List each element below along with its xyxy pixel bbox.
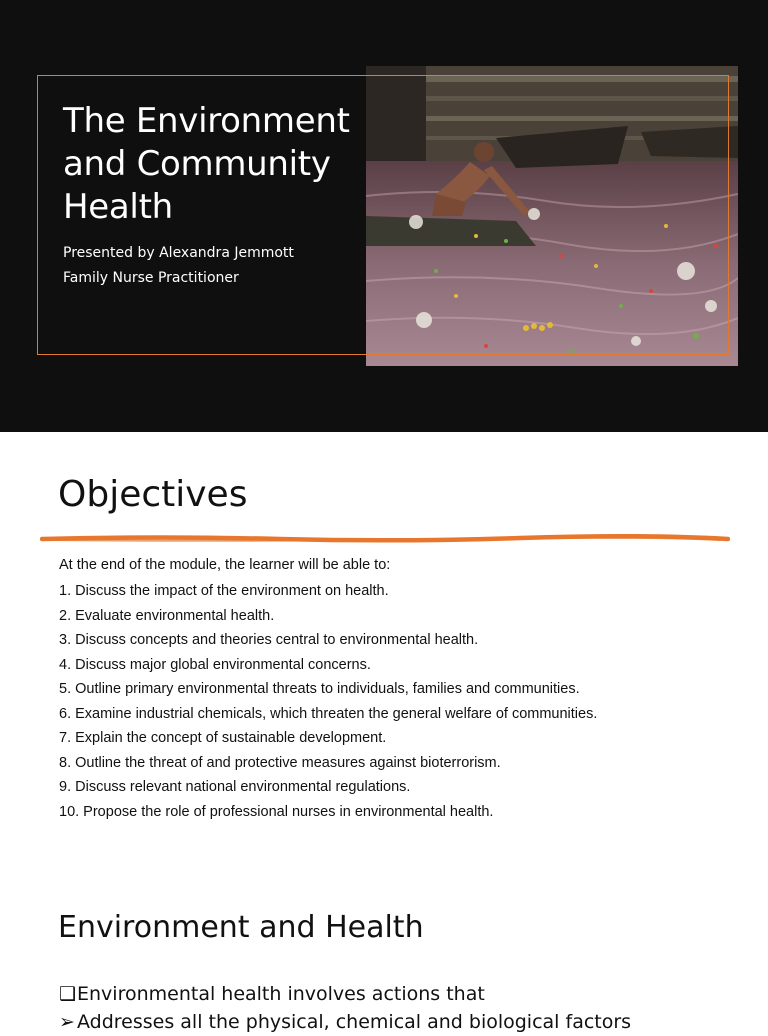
objective-item: 8. Outline the threat of and protective measures against bioterrorism. xyxy=(59,754,501,771)
environment-health-heading: Environment and Health xyxy=(58,910,424,945)
objective-item: 1. Discuss the impact of the environment on health. xyxy=(59,583,389,599)
objective-item: 3. Discuss concepts and theories central to environmental health. xyxy=(59,632,479,648)
title-slide xyxy=(0,0,768,432)
orange-underline xyxy=(40,533,730,545)
bullet-text: Environmental health involves actions that xyxy=(77,983,485,1005)
objectives-intro: At the end of the module, the learner will be able to: xyxy=(59,557,391,573)
subtitle xyxy=(63,241,353,291)
sub-bullet-item xyxy=(59,1008,631,1036)
title-block xyxy=(63,100,353,291)
box-bullet-icon: ❑ xyxy=(59,983,77,1005)
presenter-line: Presented by Alexandra Jemmott xyxy=(63,245,294,261)
objective-item: 2. Evaluate environmental health. xyxy=(59,607,275,624)
sub-bullet-text: Addresses all the physical, chemical and biological factors xyxy=(77,1011,632,1033)
objectives-list xyxy=(59,579,597,824)
objective-item: 9. Discuss relevant national environmental regulations. xyxy=(59,779,411,795)
objective-item: 4. Discuss major global environmental concerns. xyxy=(59,656,371,673)
slide-title: The Environment and Community Health xyxy=(63,101,350,227)
objective-item: 7. Explain the concept of sustainable development. xyxy=(59,730,387,746)
arrow-bullet-icon: ➢ xyxy=(59,1011,75,1033)
bullet-item xyxy=(59,980,485,1008)
role-line: Family Nurse Practitioner xyxy=(63,270,239,286)
objective-item: 10. Propose the role of professional nurses in environmental health. xyxy=(59,803,494,820)
objective-item: 6. Examine industrial chemicals, which threaten the general welfare of communities. xyxy=(59,705,598,722)
objectives-heading: Objectives xyxy=(58,474,248,515)
objective-item: 5. Outline primary environmental threats to individuals, families and communities. xyxy=(59,681,580,697)
